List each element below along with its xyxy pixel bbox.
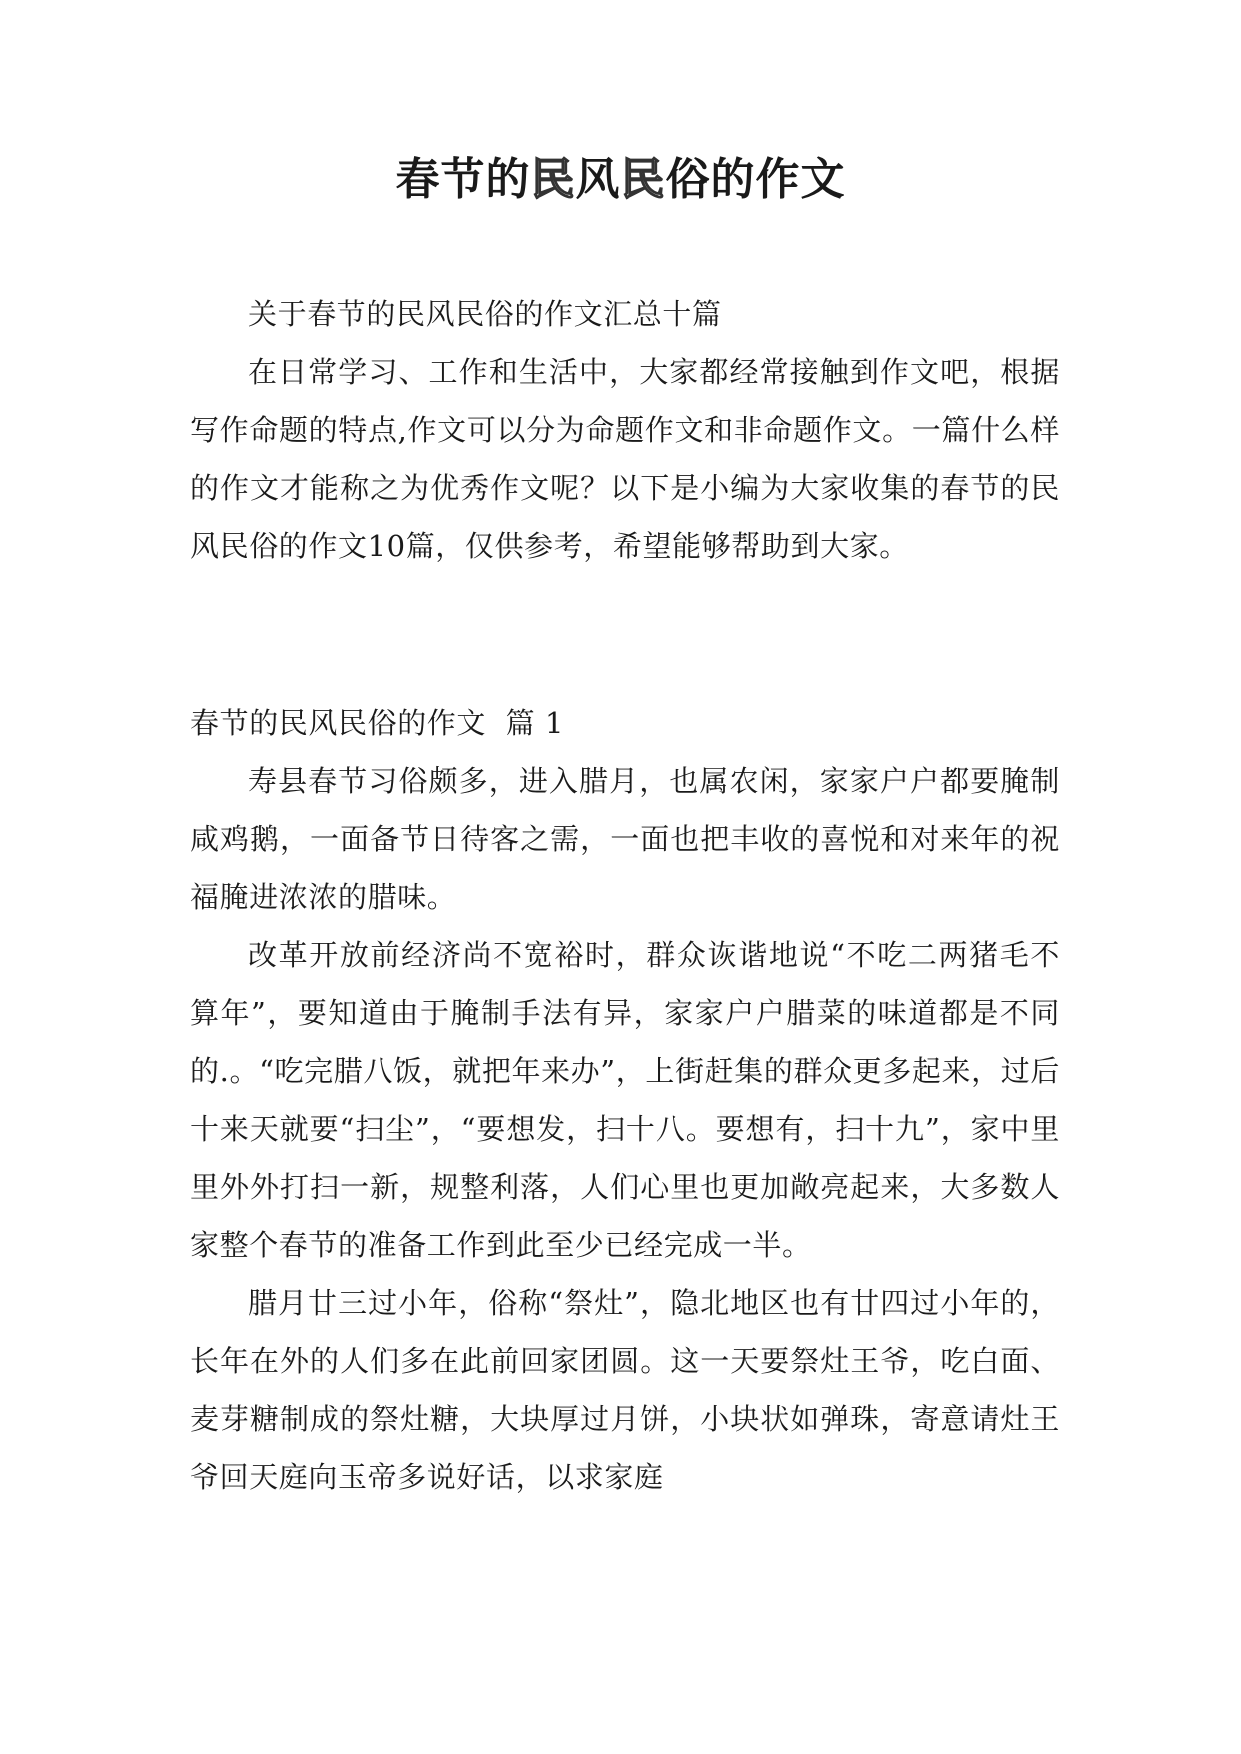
section-1-paragraph-3: 腊月廿三过小年，俗称“祭灶”，隐北地区也有廿四过小年的，长年在外的人们多在此前回家团圆。这一天要祭灶王爷，吃白面、麦芽糖制成的祭灶糖，大块厚过月饼，小块状如弹珠，寄意请灶王爷回天庭向玉帝多说好话，以求家庭 — [190, 1286, 1060, 1494]
section-1 — [190, 694, 1060, 1506]
intro-block — [190, 285, 1060, 575]
intro-paragraph: 在日常学习、工作和生活中，大家都经常接触到作文吧，根据写作命题的特点,作文可以分为命题作文和非命题作文。一篇什么样的作文才能称之为优秀作文呢？以下是小编为大家收集的春节的民风民俗的作文10篇，仅供参考，希望能够帮助到大家。 — [190, 355, 1060, 563]
title-part-5: 俗的作文 — [665, 154, 846, 205]
title-part-1: 春节的 — [395, 154, 531, 205]
title-part-2: 民 — [530, 154, 576, 205]
document-title — [0, 150, 1241, 210]
section-1-paragraph-2: 改革开放前经济尚不宽裕时，群众诙谐地说“不吃二两猪毛不算年”，要知道由于腌制手法有异，家家户户腊菜的味道都是不同的.。“吃完腊八饭，就把年来办”，上街赶集的群众更多起来，过后十来天就要“扫尘”，“要想发，扫十八。要想有，扫十九”，家中里里外外打扫一新，规整利落，人们心里也更加敞亮起来，大多数人家整个春节的准备工作到此至少已经完成一半。 — [190, 938, 1060, 1262]
intro-heading: 关于春节的民风民俗的作文汇总十篇 — [248, 297, 722, 331]
title-part-4: 民 — [620, 154, 666, 205]
section-1-paragraph-1: 寿县春节习俗颇多，进入腊月，也属农闲，家家户户都要腌制咸鸡鹅，一面备节日待客之需，一面也把丰收的喜悦和对来年的祝福腌进浓浓的腊味。 — [190, 764, 1060, 914]
title-part-3: 风 — [575, 154, 621, 205]
section-1-heading: 春节的民风民俗的作文 篇 1 — [190, 706, 565, 740]
